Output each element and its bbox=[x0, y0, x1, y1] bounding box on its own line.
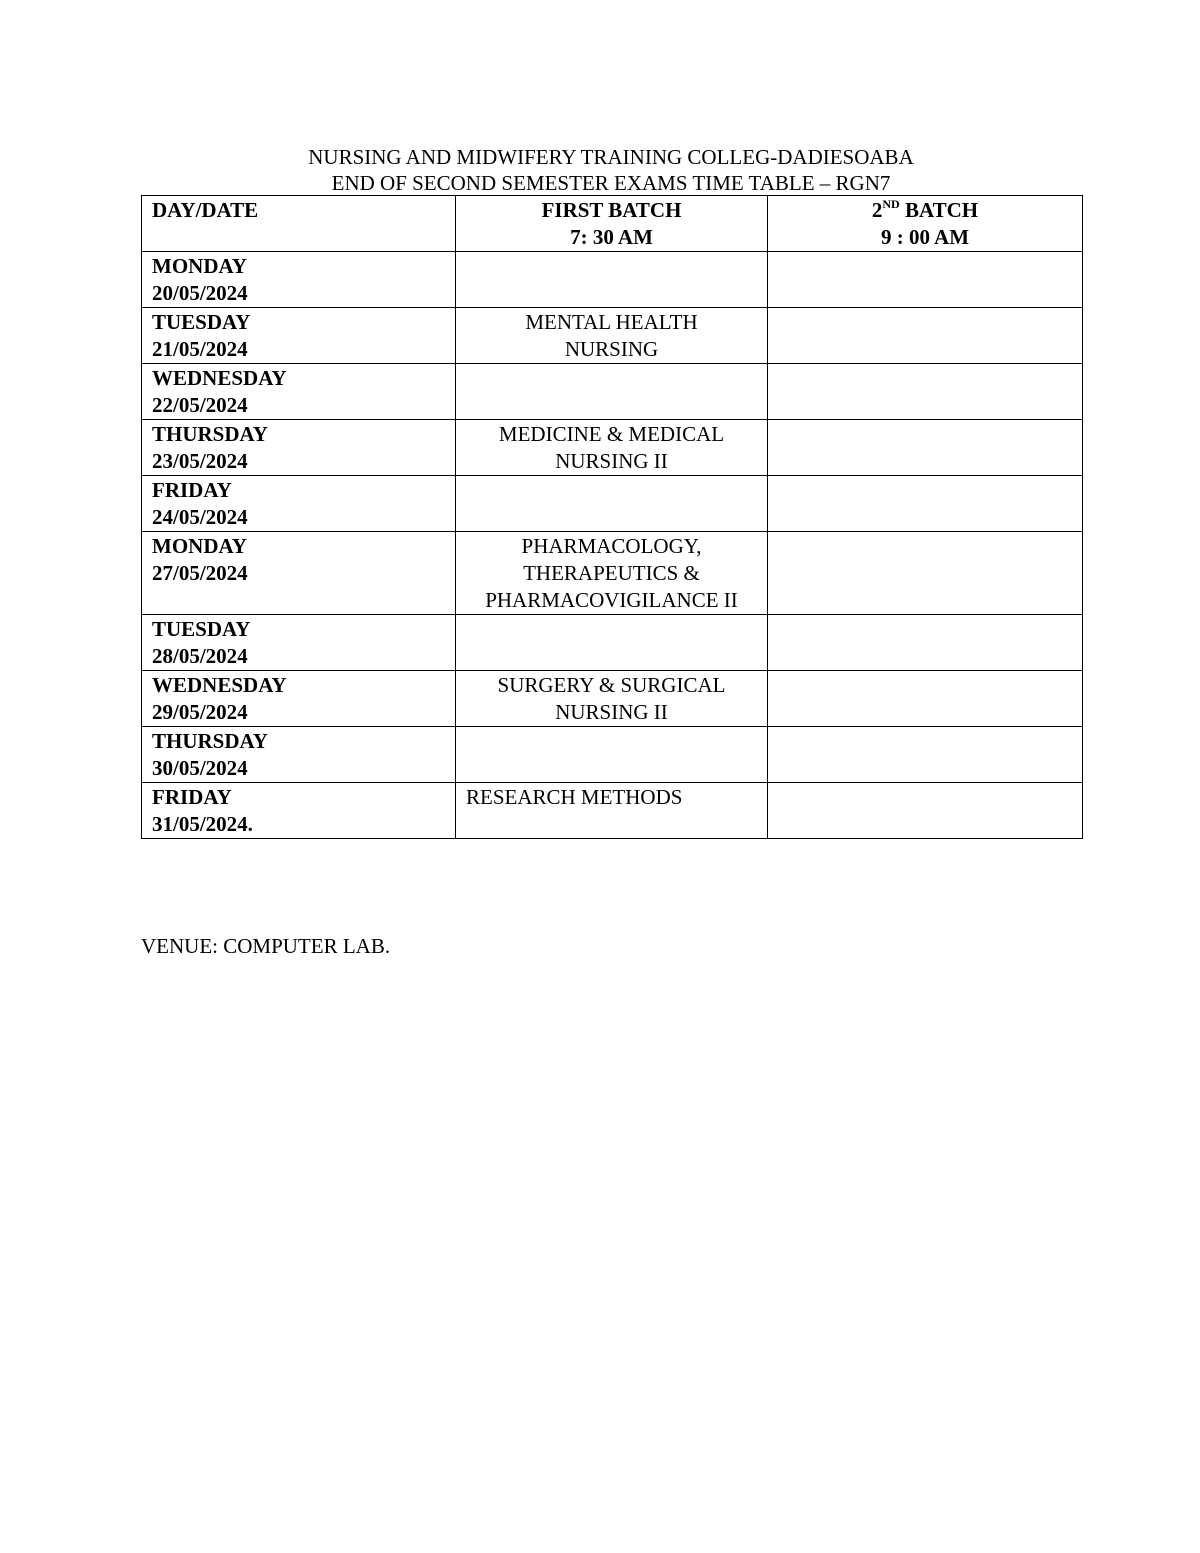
day-label: FRIDAY bbox=[152, 785, 232, 809]
header-day-date: DAY/DATE bbox=[142, 196, 456, 252]
course-name-line: SURGERY & SURGICAL bbox=[497, 673, 726, 697]
course-name-line: RESEARCH METHODS bbox=[466, 785, 683, 809]
first-batch-cell bbox=[456, 671, 768, 727]
date-label: 21/05/2024 bbox=[152, 337, 248, 361]
date-label: 23/05/2024 bbox=[152, 449, 248, 473]
timetable-title: END OF SECOND SEMESTER EXAMS TIME TABLE – RGN7 bbox=[331, 171, 891, 195]
table-row bbox=[142, 532, 1083, 615]
day-date-cell bbox=[142, 252, 456, 308]
table-row bbox=[142, 252, 1083, 308]
second-batch-cell bbox=[768, 727, 1083, 783]
table-row bbox=[142, 420, 1083, 476]
first-batch-cell bbox=[456, 420, 768, 476]
second-batch-cell bbox=[768, 252, 1083, 308]
table-row bbox=[142, 615, 1083, 671]
day-label: MONDAY bbox=[152, 254, 247, 278]
second-batch-cell bbox=[768, 615, 1083, 671]
course-name-line: NURSING bbox=[564, 337, 659, 361]
day-label: THURSDAY bbox=[152, 729, 268, 753]
course-name-line: MEDICINE & MEDICAL bbox=[498, 422, 725, 446]
college-name: NURSING AND MIDWIFERY TRAINING COLLEG-DADIESOABA bbox=[308, 145, 914, 169]
course-name-line: THERAPEUTICS & bbox=[523, 561, 700, 585]
course-name-line: PHARMACOVIGILANCE II bbox=[485, 588, 738, 612]
table-row bbox=[142, 671, 1083, 727]
course-name-line: MENTAL HEALTH bbox=[525, 310, 698, 334]
course-name-line: NURSING II bbox=[555, 700, 668, 724]
date-label: 24/05/2024 bbox=[152, 505, 248, 529]
second-batch-cell bbox=[768, 783, 1083, 839]
date-label: 29/05/2024 bbox=[152, 700, 248, 724]
second-batch-cell bbox=[768, 420, 1083, 476]
date-label: 27/05/2024 bbox=[152, 561, 248, 585]
second-batch-cell bbox=[768, 364, 1083, 420]
course-name-line: PHARMACOLOGY, bbox=[521, 534, 702, 558]
day-label: MONDAY bbox=[152, 534, 247, 558]
first-batch-cell bbox=[456, 783, 768, 839]
table-row bbox=[142, 476, 1083, 532]
date-label: 28/05/2024 bbox=[152, 644, 248, 668]
day-label: FRIDAY bbox=[152, 478, 232, 502]
second-batch-cell bbox=[768, 671, 1083, 727]
first-batch-cell bbox=[456, 364, 768, 420]
first-batch-cell bbox=[456, 308, 768, 364]
table-row bbox=[142, 364, 1083, 420]
date-label: 22/05/2024 bbox=[152, 393, 248, 417]
day-date-cell bbox=[142, 420, 456, 476]
day-label: TUESDAY bbox=[152, 617, 251, 641]
day-date-cell bbox=[142, 671, 456, 727]
table-row bbox=[142, 783, 1083, 839]
first-batch-cell bbox=[456, 252, 768, 308]
first-batch-cell bbox=[456, 532, 768, 615]
day-date-cell bbox=[142, 364, 456, 420]
first-batch-cell bbox=[456, 476, 768, 532]
header-second-batch: 2ND BATCH 9 : 00 AM bbox=[768, 196, 1083, 252]
document-title bbox=[141, 144, 1081, 196]
venue-note: VENUE: COMPUTER LAB. bbox=[141, 934, 391, 958]
day-date-cell bbox=[142, 783, 456, 839]
first-batch-cell bbox=[456, 727, 768, 783]
first-batch-cell bbox=[456, 615, 768, 671]
course-name-line: NURSING II bbox=[555, 449, 668, 473]
day-label: WEDNESDAY bbox=[152, 366, 287, 390]
second-batch-cell bbox=[768, 532, 1083, 615]
second-batch-cell bbox=[768, 476, 1083, 532]
date-label: 20/05/2024 bbox=[152, 281, 248, 305]
day-date-cell bbox=[142, 532, 456, 615]
date-label: 30/05/2024 bbox=[152, 756, 248, 780]
day-label: THURSDAY bbox=[152, 422, 268, 446]
table-row bbox=[142, 308, 1083, 364]
day-date-cell bbox=[142, 476, 456, 532]
day-label: TUESDAY bbox=[152, 310, 251, 334]
day-date-cell bbox=[142, 308, 456, 364]
day-label: WEDNESDAY bbox=[152, 673, 287, 697]
table-row bbox=[142, 727, 1083, 783]
second-batch-cell bbox=[768, 308, 1083, 364]
exam-timetable bbox=[141, 195, 1083, 839]
table-header-row bbox=[142, 196, 1083, 252]
header-first-batch: FIRST BATCH 7: 30 AM bbox=[456, 196, 768, 252]
day-date-cell bbox=[142, 727, 456, 783]
day-date-cell bbox=[142, 615, 456, 671]
date-label: 31/05/2024. bbox=[152, 812, 253, 836]
